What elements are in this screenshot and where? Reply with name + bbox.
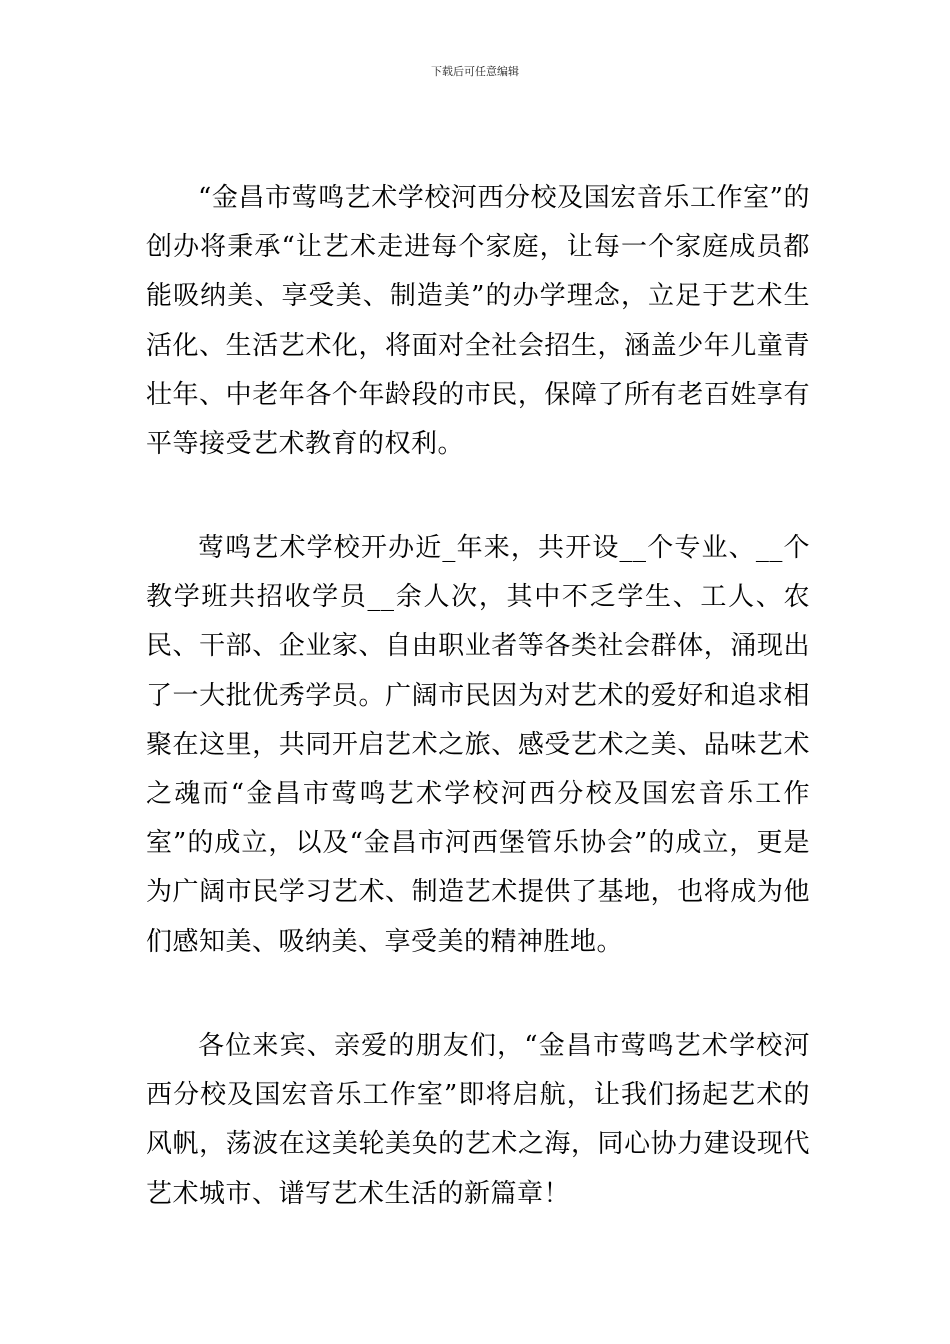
paragraph-1: “金昌市莺鸣艺术学校河西分校及国宏音乐工作室”的创办将秉承“让艺术走进每个家庭，让每一个家庭成员都能吸纳美、享受美、制造美”的办学理念，立足于艺术生活化、生活艺术化，将面对全社会招生，涵盖少年儿童青壮年、中老年各个年龄段的市民，保障了所有老百姓享有平等接受艺术教育的权利。 <box>146 183 810 460</box>
page-header: 下载后可任意编辑 <box>431 65 519 78</box>
paragraph-3: 各位来宾、亲爱的朋友们，“金昌市莺鸣艺术学校河西分校及国宏音乐工作室”即将启航，让我们扬起艺术的风帆，荡波在这美轮美奂的艺术之海，同心协力建设现代艺术城市、谱写艺术生活的新篇章！ <box>146 1031 810 1209</box>
paragraph-2: 莺鸣艺术学校开办近_年来，共开设__个专业、__个教学班共招收学员__余人次，其中不乏学生、工人、农民、干部、企业家、自由职业者等各类社会群体，涌现出了一大批优秀学员。广阔市民因为对艺术的爱好和追求相聚在这里，共同开启艺术之旅、感受艺术之美、品味艺术之魂而“金昌市莺鸣艺术学校河西分校及国宏音乐工作室”的成立，以及“金昌市河西堡管乐协会”的成立，更是为广阔市民学习艺术、制造艺术提供了基地，也将成为他们感知美、吸纳美、享受美的精神胜地。 <box>146 533 810 957</box>
